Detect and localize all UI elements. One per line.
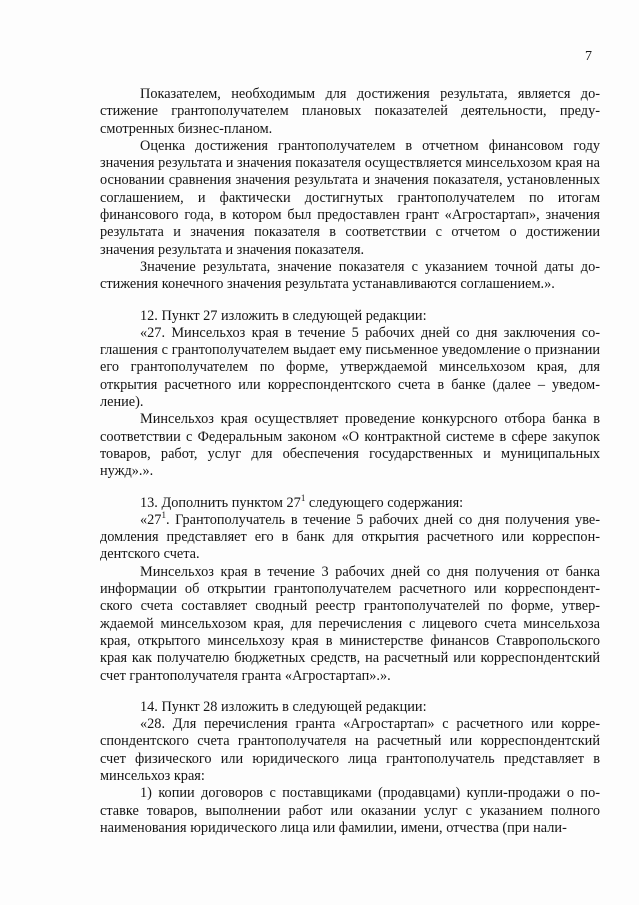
document-body <box>100 86 600 837</box>
paragraph: Оценка достижения грантополучателем в отчетном финансовом году значения результата и значения показателя осуществляется минсельхозом края на основании сравнения значения результата и значения показателя, установленных соглашением, и фактически достигнутых грантополучателем по итогам финансового года, в котором был предоставлен грант «Агростартап», значения результата и значения показателя в соответствии с отчетом о достижении значения результата и значения показателя. <box>100 137 600 258</box>
paragraph: «28. Для перечисления гранта «Агростартап» с расчетного или корреспондентского счета грантополучателя на расчетный или корреспондентский счет физического или юридического лица грантополучатель представляет в минсельхоз края: <box>100 716 600 784</box>
paragraph: Минсельхоз края в течение 3 рабочих дней со дня получения от банка информации об открытии грантополучателем расчетного или корреспондентского счета составляет сводный реестр грантополучателей по форме, утверждаемой минсельхозом края, для перечисления с лицевого счета минсельхоза края, открытого минсельхозу края в министерстве финансов Ставропольского края как получателю бюджетных средств, на расчетный или корреспондентский счет грантополучателя гранта «Агростартап».». <box>100 563 600 684</box>
paragraph: Показателем, необходимым для достижения результата, является достижение грантополучателем плановых показателей деятельности, предусмотренных бизнес-планом. <box>100 86 600 137</box>
paragraph: Значение результата, значение показателя с указанием точной даты достижения конечного значения результата устанавливаются соглашением.». <box>100 258 600 293</box>
paragraph-text: «27 <box>140 511 162 528</box>
superscript-index: 1 <box>161 510 166 521</box>
paragraph: «27. Минсельхоз края в течение 5 рабочих дней со дня заключения соглашения с грантополучателем выдает ему письменное уведомление о признании его грантополучателем по форме, утверждаемой минсельхозом края, для открытия расчетного или корреспондентского счета в банке (далее – уведомление). <box>100 324 600 411</box>
paragraph-text: следующего содержания: <box>305 494 464 511</box>
paragraph <box>100 512 600 564</box>
page-number: 7 <box>585 49 592 64</box>
paragraph: Минсельхоз края осуществляет проведение конкурсного отбора банка в соответствии с Федеральным законом «О контрактной системе в сфере закупок товаров, работ, услуг для обеспечения государственных и муниципальных нужд».». <box>100 411 600 480</box>
paragraph <box>100 492 600 512</box>
paragraph: 12. Пункт 27 изложить в следующей редакции: <box>140 307 427 324</box>
paragraph: 14. Пункт 28 изложить в следующей редакции: <box>140 698 427 715</box>
paragraph: 1) копии договоров с поставщиками (продавцами) купли-продажи о поставке товаров, выполнении работ или оказании услуг с указанием полного наименования юридического лица или фамилии, имени, отчества (при нали- <box>100 785 600 836</box>
paragraph-text: 13. Дополнить пунктом 27 <box>140 494 301 511</box>
superscript-index: 1 <box>300 492 306 503</box>
paragraph-text: . Грантополучатель в течение 5 рабочих дней со дня получения уведомления представляет его в банк для открытия расчетного или корреспондентского счета. <box>100 511 600 563</box>
